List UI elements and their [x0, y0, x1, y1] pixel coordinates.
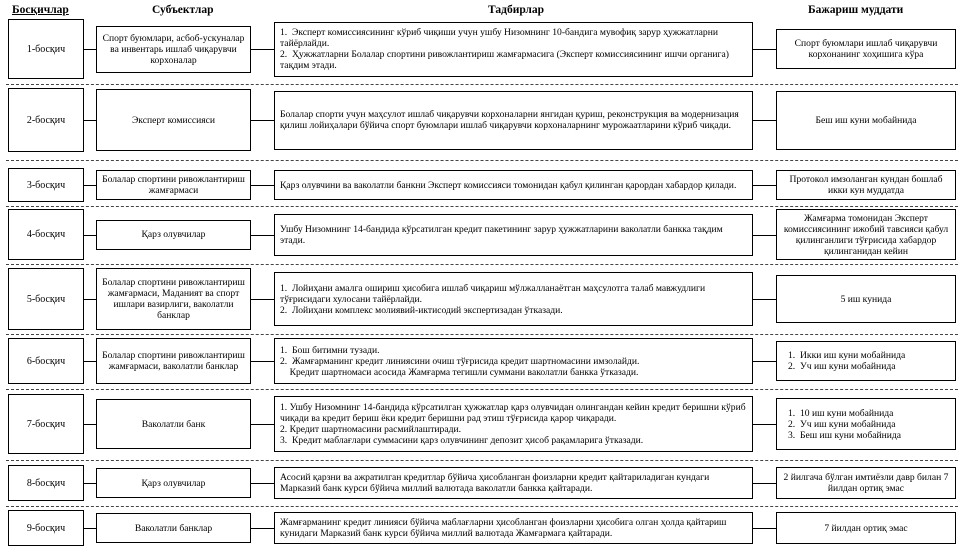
- stage-box: 7-босқич: [8, 394, 84, 454]
- header-stages: Босқичлар: [12, 4, 69, 16]
- connector-line: [753, 120, 776, 121]
- connector-line: [251, 361, 274, 362]
- actions-list: [280, 109, 747, 131]
- deadline-item: 2. Уч иш куни мобайнида: [788, 418, 896, 430]
- subject-box: [96, 26, 251, 73]
- actions-box: [274, 214, 753, 256]
- action-item: 1. Ушбу Низомнинг 14-бандида кўрсатилган ҳужжатлар қарз олувчидан олингандан кейин кредит беришни кўриб чиқади ва кредит бериш ёки кредит беришни рад этиш тўғрисида қарор чиқаради.: [280, 402, 749, 424]
- subject-box: [96, 468, 251, 498]
- actions-list: [280, 472, 747, 494]
- connector-line: [84, 528, 96, 529]
- stage-box: 9-босқич: [8, 510, 84, 546]
- row-separator: [6, 389, 958, 390]
- row-separator: [6, 160, 958, 161]
- stage-box: 8-босқич: [8, 465, 84, 501]
- deadline-item: Спорт буюмлари ишлаб чиқарувчи корхонанинг хоҳишига кўра: [794, 38, 940, 60]
- connector-line: [753, 185, 776, 186]
- connector-line: [753, 528, 776, 529]
- connector-line: [251, 528, 274, 529]
- action-item: 2. Жамғарманинг кредит линиясини очиш тўғрисида кредит шартномасини имзолайди.: [280, 355, 640, 367]
- deadline-box: [776, 341, 956, 381]
- subject-text: Спорт буюмлари, асбоб-ускуналар ва инвентарь ишлаб чиқарувчи корхоналар: [102, 32, 245, 66]
- stage-box: 6-босқич: [8, 338, 84, 384]
- subject-text: Ваколатли банк: [141, 418, 206, 430]
- action-item: 2. Ҳужжатларни Болалар спортини ривожлантириш жамғармасига (Эксперт комиссиясининг ишчи органига) тақдим этади.: [280, 49, 732, 71]
- subject-text: Болалар спортини ривожлантириш жамғармаси, Маданият ва спорт ишлари вазирлиги, ваколатли банклар: [102, 277, 245, 321]
- connector-line: [251, 185, 274, 186]
- action-item: 1. Лойиҳани амалга ошириш ҳисобига ишлаб чиқариш мўлжалланаётган маҳсулотга талаб мавжудлиги тўғрисидаги хулосани тайёрлайди.: [280, 282, 708, 305]
- row-separator: [6, 334, 958, 335]
- deadline-item: Беш иш куни мобайнида: [815, 114, 917, 126]
- subject-box: [96, 268, 251, 330]
- connector-line: [753, 49, 776, 50]
- action-item: 2. Лойиҳани комплекс молиявий-иктисодий экспертизадан ўтказади.: [280, 304, 563, 316]
- connector-line: [84, 185, 96, 186]
- action-item: 2. Кредит шартномасини расмийлаштиради.: [280, 424, 461, 435]
- subject-text: Болалар спортини ривожлантириш жамғармаси, ваколатли банклар: [102, 350, 245, 372]
- deadline-item: 2 йилгача бўлган имтиёзли давр билан 7 йилдан ортиқ эмас: [783, 472, 951, 494]
- action-item: Асосий қарзни ва ажратилган кредитлар бўйича ҳисобланган фоизларни кредит қайтариладиган кундаги Марказий банк курси бўйича миллий валютада ваколатли банкка қайтаради.: [280, 472, 712, 494]
- deadline-box: [776, 275, 956, 323]
- actions-list: [280, 345, 747, 378]
- stage-box: 2-босқич: [8, 88, 84, 152]
- connector-line: [251, 235, 274, 236]
- actions-list: [280, 517, 747, 539]
- connector-line: [251, 483, 274, 484]
- connector-line: [84, 361, 96, 362]
- deadline-list: [824, 523, 907, 534]
- deadline-box: [776, 29, 956, 69]
- header-subjects: Субъектлар: [152, 4, 214, 16]
- deadline-list: [782, 472, 950, 494]
- actions-list: [280, 283, 747, 316]
- deadline-item: 3. Беш иш куни мобайнида: [788, 429, 902, 441]
- deadline-list: [841, 294, 892, 305]
- connector-line: [251, 299, 274, 300]
- deadline-item: Протокол имзоланган кундан бошлаб икки кун муддатда: [789, 174, 945, 196]
- header-deadline: Бажариш муддати: [808, 4, 904, 16]
- subject-text: Қарз олувчилар: [141, 229, 206, 240]
- deadline-item: 2. Уч иш куни мобайнида: [788, 361, 896, 372]
- deadline-item: 1. Икки иш куни мобайнида: [788, 350, 906, 361]
- actions-list: [280, 402, 747, 446]
- action-item: Болалар спорти учун маҳсулот ишлаб чиқарувчи корхоналарни янгидан қуриш, реконструкция ва модернизация қилиш лойиҳалари бўйича спорт буюмлари ишлаб чиқарувчи корхоналарнинг мурожаатларини кўриб чиқади.: [280, 109, 742, 131]
- deadline-list: [782, 38, 950, 60]
- connector-line: [753, 299, 776, 300]
- connector-line: [84, 483, 96, 484]
- action-item: Жамғарманинг кредит линияси бўйича маблағларни ҳисобланган фоизларни ҳисобига олган ҳолда қайтариш кунидаги Марказий банк курси бўйича миллий валютада Жамғармага қайтаради.: [280, 517, 729, 539]
- stage-box: 4-босқич: [8, 209, 84, 260]
- actions-box: [274, 91, 753, 150]
- connector-line: [84, 299, 96, 300]
- subject-text: Эксперт комиссияси: [131, 114, 216, 126]
- connector-line: [753, 361, 776, 362]
- action-item: Қарз олувчини ва ваколатли банкни Эксперт комиссияси томонидан қабул қилинган қарордан хабардор қилади.: [280, 179, 737, 191]
- row-separator: [6, 206, 958, 207]
- deadline-list: [782, 213, 950, 257]
- actions-list: [280, 27, 747, 71]
- connector-line: [84, 49, 96, 50]
- subject-box: [96, 399, 251, 449]
- actions-box: [274, 467, 753, 499]
- subject-text: Болалар спортини ривожлантириш жамғармаси: [102, 174, 245, 196]
- deadline-box: [776, 467, 956, 499]
- connector-line: [251, 424, 274, 425]
- subject-box: [96, 513, 251, 543]
- connector-line: [251, 49, 274, 50]
- deadline-item: 5 иш кунида: [840, 293, 892, 305]
- connector-line: [753, 424, 776, 425]
- action-item: 1. Бош битимни тузади.: [280, 344, 380, 356]
- deadline-list: [782, 408, 901, 441]
- deadline-item: 7 йилдан ортиқ эмас: [824, 522, 908, 534]
- actions-box: [274, 338, 753, 384]
- row-separator: [6, 460, 958, 461]
- actions-box: [274, 170, 753, 200]
- action-item: Кредит шартномаси асосида Жамғарма тегишли суммани ваколатли банкка ўтказади.: [280, 366, 639, 378]
- actions-list: [280, 224, 747, 246]
- deadline-box: [776, 512, 956, 544]
- actions-box: [274, 512, 753, 544]
- connector-line: [84, 235, 96, 236]
- connector-line: [753, 235, 776, 236]
- actions-box: [274, 396, 753, 452]
- header-actions: Тадбирлар: [488, 4, 545, 16]
- deadline-list: [815, 115, 916, 126]
- connector-line: [84, 424, 96, 425]
- actions-box: [274, 22, 753, 77]
- deadline-box: [776, 91, 956, 150]
- action-item: 3. Кредит маблағлари суммасини қарз олувчининг депозит ҳисоб рақамларига ўтказади.: [280, 435, 644, 446]
- actions-list: [280, 180, 747, 191]
- action-item: 1. Эксперт комиссиясининг кўриб чиқиши учун ушбу Низомнинг 10-бандига мувофиқ зарур ҳужжатларни тайёрлайди.: [280, 27, 721, 49]
- stage-box: 3-босқич: [8, 168, 84, 202]
- subject-box: [96, 338, 251, 384]
- stage-box: 1-босқич: [8, 19, 84, 79]
- connector-line: [84, 120, 96, 121]
- subject-box: [96, 220, 251, 250]
- deadline-item: 1. 10 иш куни мобайнида: [788, 407, 894, 419]
- row-separator: [6, 506, 958, 507]
- deadline-box: [776, 398, 956, 450]
- subject-box: [96, 170, 251, 200]
- deadline-list: [782, 350, 905, 372]
- deadline-item: Жамғарма томонидан Эксперт комиссиясининг ижобий тавсияси қабул қилинганлиги тўғрисида хабардор қилинганидан кейин: [783, 212, 951, 257]
- connector-line: [753, 483, 776, 484]
- row-separator: [6, 84, 958, 85]
- deadline-list: [782, 174, 950, 196]
- actions-box: [274, 272, 753, 326]
- deadline-box: [776, 209, 956, 260]
- stage-box: 5-босқич: [8, 268, 84, 330]
- subject-text: Қарз олувчилар: [141, 477, 206, 489]
- connector-line: [251, 120, 274, 121]
- deadline-box: [776, 170, 956, 200]
- action-item: Ушбу Низомнинг 14-бандида кўрсатилган кредит пакетининг зарур ҳужжатларини ваколатли банкка тақдим этади.: [280, 223, 726, 246]
- row-separator: [6, 264, 958, 265]
- subject-box: [96, 89, 251, 151]
- subject-text: Ваколатли банклар: [134, 522, 213, 534]
